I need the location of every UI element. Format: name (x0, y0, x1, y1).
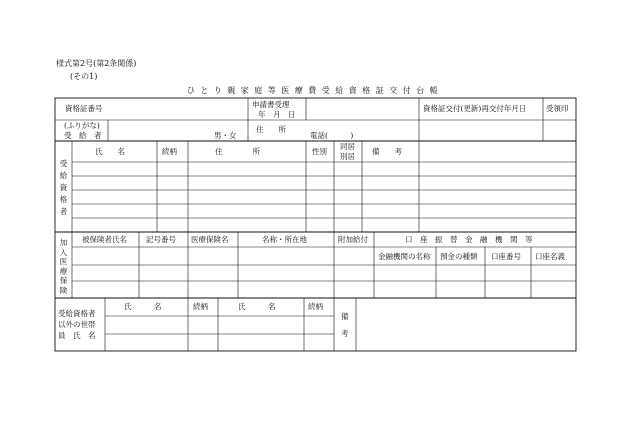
household-remarks-label-1: 備 (341, 312, 349, 321)
member-name-header-2: 氏 名 (238, 302, 276, 311)
name-location-header: 名称・所在地 (262, 235, 307, 244)
insurance-name-header: 医療保険名 (191, 235, 229, 244)
recipient-label: 受 給 者 (64, 131, 102, 140)
cohabit-header: 同居 (340, 142, 355, 151)
member-name-header-1: 氏 名 (124, 302, 162, 311)
household-label-line2: 以外の世帯 (58, 320, 96, 329)
additional-benefit-header: 附加給付 (338, 235, 368, 244)
eligible-person-side-label: 受給資格者 (59, 159, 68, 216)
application-date-ymd: 年 月 日 (258, 110, 296, 119)
deposit-type-header: 預金の種類 (440, 252, 478, 261)
phone-label: 電話( ) (310, 131, 354, 140)
form-sub-number: (その1) (70, 72, 98, 81)
member-relation-header-2: 続柄 (308, 302, 323, 311)
account-number-header: 口座番号 (491, 252, 521, 261)
household-label-line1: 受給資格者 (58, 309, 96, 318)
application-date-label: 申請書受理 (252, 100, 290, 109)
sex-label: 男・女 (214, 131, 237, 140)
household-remarks-label-2: 考 (341, 329, 349, 338)
insured-name-header: 被保険者氏名 (82, 235, 127, 244)
form-title: ひとり親家庭等医療費受給資格証交付台帳 (186, 86, 444, 95)
bank-name-header: 金融機関の名称 (378, 252, 431, 261)
furigana-label: (ふりがな) (64, 121, 100, 130)
address-header: 住 所 (215, 147, 260, 156)
household-label-line3: 員 氏 名 (58, 331, 96, 340)
address-label: 住 所 (256, 125, 286, 134)
cert-number-label: 資格証番号 (65, 104, 103, 113)
account-holder-header: 口座名義 (535, 252, 565, 261)
reissue-date-label: 資格証交付(更新)再交付年月日 (423, 104, 527, 113)
receipt-seal-label: 受領印 (546, 104, 569, 113)
separate-header: 別居 (340, 152, 355, 161)
medical-insurance-side-label: 加入医療保険 (59, 238, 68, 295)
bank-transfer-header: 口 座 振 替 金 融 機 関 等 (405, 235, 533, 244)
relation-header: 続柄 (162, 147, 177, 156)
remarks-header: 備 考 (372, 147, 402, 156)
symbol-number-header: 記号番号 (146, 235, 176, 244)
gender-header: 性別 (312, 147, 327, 156)
name-header: 氏 名 (95, 147, 125, 156)
member-relation-header-1: 続柄 (193, 302, 208, 311)
form-number: 様式第2号(第2条関係) (56, 59, 137, 68)
